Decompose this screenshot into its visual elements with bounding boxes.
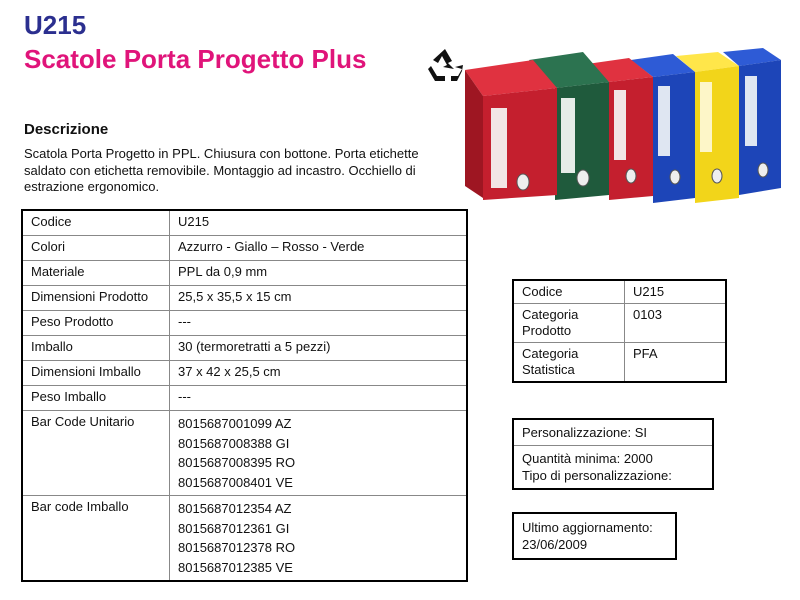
spec-label: Codice [22, 210, 170, 236]
product-photo [463, 40, 793, 205]
table-row [513, 446, 713, 490]
product-code: U215 [24, 10, 87, 40]
barcode-unit-list [170, 411, 468, 496]
spec-label: Peso Imballo [22, 386, 170, 411]
product-title: Scatole Porta Progetto Plus [24, 44, 367, 74]
barcode: 8015687008395 RO [178, 455, 296, 470]
spec-value: --- [170, 386, 468, 411]
spec-label: Peso Prodotto [22, 311, 170, 336]
spec-value: --- [170, 311, 468, 336]
table-row [22, 386, 467, 411]
barcode: 8015687008388 GI [178, 435, 290, 451]
customization-type: Tipo di personalizzazione: [522, 468, 672, 483]
barcode: 8015687012385 VE [178, 559, 293, 575]
spec-table [21, 209, 468, 582]
table-row [513, 419, 713, 446]
category-value: PFA [625, 343, 727, 383]
category-value: U215 [625, 280, 727, 304]
customization-min-qty: Quantità minima: 2000 [522, 451, 653, 466]
table-row [513, 280, 726, 304]
table-row [22, 261, 467, 286]
last-update-box [512, 512, 677, 560]
description-heading: Descrizione [24, 121, 109, 138]
barcode-pack-list [170, 496, 468, 582]
customization-box [512, 418, 714, 490]
spec-label: Imballo [22, 336, 170, 361]
spec-label: Colori [22, 236, 170, 261]
barcode-pack-label: Bar code Imballo [22, 496, 170, 582]
barcode: 8015687001099 AZ [178, 416, 292, 431]
table-row [513, 343, 726, 383]
box-red-large [465, 60, 557, 200]
description-text: Scatola Porta Progetto in PPL. Chiusura con bottone. Porta etichette saldato con etichetta removibile. Montaggio ad incastro. Occhiello di estrazione ergonomico. [24, 146, 419, 194]
category-label: Categoria Prodotto [513, 304, 625, 343]
customization-flag: Personalizzazione: SI [513, 419, 713, 446]
barcode: 8015687012354 AZ [178, 501, 292, 516]
last-update-label: Ultimo aggiornamento: [522, 520, 653, 535]
customization-details [513, 446, 713, 490]
category-value: 0103 [625, 304, 727, 343]
table-row [22, 411, 467, 496]
spec-value: PPL da 0,9 mm [170, 261, 468, 286]
spec-value: Azzurro - Giallo – Rosso - Verde [170, 236, 468, 261]
spec-value: 37 x 42 x 25,5 cm [170, 361, 468, 386]
table-row [22, 496, 467, 582]
table-row [22, 286, 467, 311]
category-table [512, 279, 727, 383]
table-row [22, 210, 467, 236]
table-row [22, 236, 467, 261]
barcode: 8015687012361 GI [178, 520, 290, 536]
spec-label: Dimensioni Prodotto [22, 286, 170, 311]
recycle-icon [425, 45, 465, 85]
table-row [22, 361, 467, 386]
spec-label: Dimensioni Imballo [22, 361, 170, 386]
barcode: 8015687012378 RO [178, 540, 296, 555]
last-update-date: 23/06/2009 [522, 537, 588, 552]
barcode: 8015687008401 VE [178, 474, 293, 490]
spec-value: U215 [170, 210, 468, 236]
table-row [22, 311, 467, 336]
barcode-unit-label: Bar Code Unitario [22, 411, 170, 496]
category-label: Codice [513, 280, 625, 304]
spec-label: Materiale [22, 261, 170, 286]
spec-value: 25,5 x 35,5 x 15 cm [170, 286, 468, 311]
table-row [22, 336, 467, 361]
table-row [513, 304, 726, 343]
category-label: Categoria Statistica [513, 343, 625, 383]
spec-value: 30 (termoretratti a 5 pezzi) [170, 336, 468, 361]
